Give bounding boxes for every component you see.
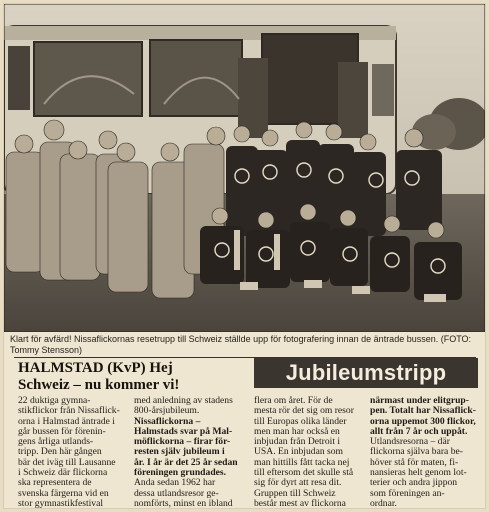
text-line: Gruppen till Schweiz [254,488,336,499]
text-line: består mest av flickorna [254,498,346,509]
headline-line-1: HALMSTAD (KvP) Hej [18,360,173,376]
text-line: resten själv jubileum i [134,447,225,458]
photo-caption: Klart för avfärd! Nissaflickornas resetrupp till Schweiz ställde upp för fotografering innan de äntrade bussen. (FOTO: Tommy Stensson) [10,334,472,355]
text-line: går bussen för förenin- [18,426,106,437]
text-line: som föreningen an- [370,488,445,499]
text-line: år. I år är det 25 år sedan [134,457,238,468]
text-line: svenska färgerna vid en [18,488,109,499]
text-line: 22 duktiga gymna- [18,396,91,406]
text-line: Nissaflickorna – [134,416,201,427]
text-line: möflickorna – firar för- [134,437,231,448]
text-line: med anledning av stadens [134,396,233,406]
text-line: pen. Totalt har Nissaflick- [370,406,476,417]
text-line: närmast under elitgrup- [370,396,469,406]
text-line: mesta rör det sig om resor [254,406,354,417]
text-line: allt från 7 år och uppåt. [370,426,468,437]
article-column-1 [18,396,130,509]
text-line: terier och andra jippon [370,478,458,489]
text-line: nomförts, minst en ibland [134,498,233,509]
text-line: sig för dyrt att resa dit. [254,478,342,489]
text-line: man hittills fått tacka nej [254,457,350,468]
text-line: bär det iväg till Lausanne [18,457,116,468]
text-line: Ända sedan 1962 har [134,478,216,489]
article-column-3 [254,396,366,509]
text-line: ordnar. [370,498,397,509]
group-photo [4,4,485,332]
text-line: gens årliga utlands- [18,437,94,448]
text-line: Halmstads svar på Mal- [134,426,233,437]
newspaper-clipping [4,4,485,508]
text-line: höver stå för maten, fi- [370,457,459,468]
text-line: i Schweiz där flickorna [18,468,108,479]
text-line: stor gymnastikfestival [18,498,103,509]
text-line: föreningen grundades. [134,468,227,479]
text-line: stikflickor från Nissaflick- [18,406,120,417]
text-line: till eftersom det skulle stå [254,468,354,479]
article-column-4 [370,396,482,509]
text-line: men man har också en [254,426,340,437]
text-line: ska representera de [18,478,92,489]
text-line: nansieras helt genom lot- [370,468,467,479]
article-headline [18,360,250,394]
section-banner: Jubileumstripp [254,358,478,388]
text-line: inbjudan från Detroit i [254,437,341,448]
text-line: flickorna själva bara be- [370,447,463,458]
text-line: dessa utlandsresor ge- [134,488,219,499]
text-line: orna uppemot 300 flickor, [370,416,476,427]
text-line: tripp. Den här gången [18,447,102,458]
text-line: orna i Halmstad äntrade i [18,416,115,427]
text-line: USA. En inbjudan som [254,447,344,458]
headline-line-2: Schweiz – nu kommer vi! [18,377,180,393]
article-column-2 [134,396,246,509]
group-photo-illustration [4,4,485,332]
text-line: 800-årsjubileum. [134,406,200,417]
text-line: flera om året. För de [254,396,333,406]
text-line: till Europas olika länder [254,416,347,427]
text-line: Utlandsresorna – där [370,437,450,448]
